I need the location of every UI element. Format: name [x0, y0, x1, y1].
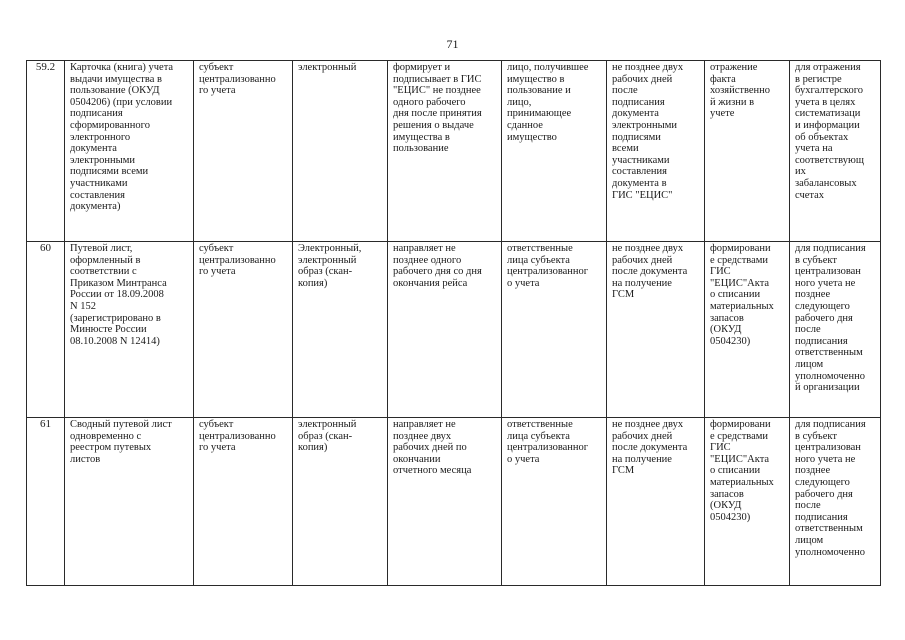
document-name-cell [65, 242, 194, 418]
cell-line: подписания [795, 335, 848, 347]
table-row [27, 242, 881, 418]
cell-lines [393, 419, 497, 477]
cell-line: в субъект [795, 254, 837, 266]
cell-lines [298, 62, 383, 74]
cell-line: не позднее двух [612, 419, 684, 430]
cell-line: 0504230) [710, 511, 751, 523]
cell-lines [199, 419, 288, 454]
who-prepares-cell [194, 61, 293, 242]
form-cell [293, 418, 388, 586]
cell-line: систематизаци [795, 108, 861, 120]
cell-line: 0504206) (при условии [70, 96, 173, 108]
cell-line: формировани [710, 243, 771, 254]
cell-line: ответственные [507, 243, 573, 254]
cell-line: рабочего дня [795, 312, 853, 324]
cell-lines [199, 243, 288, 278]
cell-line: окончания рейса [393, 277, 468, 289]
cell-line: на получение [612, 453, 672, 465]
cell-line: "ЕЦИС"Акта [710, 277, 770, 289]
cell-line: в регистре [795, 73, 842, 85]
cell-lines [393, 62, 497, 155]
cell-line: (ОКУД [710, 500, 742, 512]
cell-line: о списании [710, 289, 761, 301]
cell-line: позднее [795, 465, 831, 477]
cell-line: 0504230) [710, 335, 751, 347]
cell-line: запасов [710, 312, 744, 324]
cell-line: выдачи имущества в [70, 73, 162, 85]
cell-line: учета на [795, 143, 833, 155]
cell-line: для подписания [795, 419, 866, 430]
cell-line: централизован [795, 442, 861, 454]
cell-line: запасов [710, 488, 744, 500]
cell-lines [612, 419, 700, 477]
cell-line: ного учета не [795, 453, 856, 465]
cell-line: лицо, получившее [507, 62, 589, 73]
who-prepares-cell [194, 418, 293, 586]
form-cell [293, 242, 388, 418]
cell-line: соответствии с [70, 266, 137, 278]
cell-line: централизованног [507, 442, 589, 454]
cell-line: формирует и [393, 62, 451, 73]
result-cell [705, 418, 790, 586]
cell-line: централизован [795, 266, 861, 278]
cell-line: о учета [507, 277, 540, 289]
row-number: 61 [27, 418, 65, 586]
page-number: 71 [446, 37, 459, 51]
cell-line: их [795, 166, 806, 178]
purpose-cell [790, 242, 881, 418]
cell-line: Электронный, [298, 243, 362, 254]
cell-line: копия) [298, 277, 328, 289]
cell-line: забалансовых [795, 177, 857, 189]
cell-line: позднее двух [393, 430, 452, 442]
result-cell [705, 61, 790, 242]
cell-line: сданное [507, 119, 543, 131]
cell-line: рабочих дней [612, 254, 673, 266]
cell-line: материальных [710, 300, 774, 312]
cell-line: документа [70, 143, 117, 155]
table-row [27, 61, 881, 242]
cell-line: пользование и [507, 85, 571, 97]
cell-line: ГИС "ЕЦИС" [612, 189, 673, 201]
cell-lines [507, 419, 602, 465]
cell-line: позднее [795, 289, 831, 301]
cell-line: ного учета не [795, 277, 856, 289]
cell-line: направляет не [393, 419, 456, 430]
cell-line: й организации [795, 382, 860, 394]
cell-line: России от 18.09.2008 [70, 289, 164, 301]
cell-line: решения о выдаче [393, 119, 474, 131]
cell-line: следующего [795, 300, 850, 312]
deadline-cell [607, 61, 705, 242]
cell-line: учета в целях [795, 96, 856, 108]
deadline-cell [607, 242, 705, 418]
cell-line: рабочих дней [612, 430, 673, 442]
table-body [27, 61, 881, 586]
cell-line: отчетного месяца [393, 465, 472, 477]
cell-line: о списании [710, 465, 761, 477]
cell-line: направляет не [393, 243, 456, 254]
cell-lines [795, 243, 876, 394]
cell-line: электронный [298, 419, 357, 430]
cell-lines [298, 419, 383, 454]
cell-lines [393, 243, 497, 289]
table-row [27, 418, 881, 586]
cell-line: ГСМ [612, 289, 635, 301]
deadline-cell [607, 418, 705, 586]
cell-line: ГИС [710, 266, 731, 278]
cell-line: 08.10.2008 N 12414) [70, 335, 160, 347]
cell-line: Минюсте России [70, 324, 147, 336]
cell-line: субъект [199, 243, 234, 254]
cell-line: окончании [393, 453, 441, 465]
cell-line: е средствами [710, 430, 769, 442]
cell-lines [70, 62, 189, 213]
cell-line: имущества в [393, 131, 450, 143]
cell-line: централизованно [199, 73, 276, 85]
cell-lines [298, 243, 383, 289]
cell-line: уполномоченно [795, 546, 865, 558]
cell-line: электронными [612, 119, 677, 131]
cell-line: документа) [70, 201, 121, 213]
cell-line: централизованног [507, 266, 589, 278]
cell-line: после документа [612, 442, 688, 454]
cell-line: подписывает в ГИС [393, 73, 482, 85]
cell-line: образ (скан- [298, 266, 353, 278]
cell-line: реестром путевых [70, 442, 152, 454]
responsible-cell [502, 61, 607, 242]
cell-line: субъект [199, 419, 234, 430]
cell-line: централизованно [199, 254, 276, 266]
cell-line: позднее одного [393, 254, 462, 266]
cell-line: рабочих дней [612, 73, 673, 85]
cell-line: участниками [70, 177, 128, 189]
cell-line: имущество в [507, 73, 565, 85]
cell-line: подписями [612, 131, 661, 143]
cell-line: рабочего дня со дня [393, 266, 482, 278]
cell-line: подписания [70, 108, 123, 120]
cell-line: подписания [612, 96, 665, 108]
cell-line: после [795, 324, 821, 336]
cell-line: после документа [612, 266, 688, 278]
cell-line: рабочих дней по [393, 442, 467, 454]
cell-line: (ОКУД [710, 324, 742, 336]
document-name-cell [65, 418, 194, 586]
cell-lines [199, 62, 288, 97]
cell-lines [507, 62, 602, 143]
cell-line: образ (скан- [298, 430, 353, 442]
cell-lines [70, 419, 189, 465]
cell-line: N 152 [70, 300, 96, 312]
cell-line: электронный [298, 254, 357, 266]
cell-line: е средствами [710, 254, 769, 266]
cell-line: го учета [199, 266, 236, 278]
cell-line: уполномоченно [795, 370, 865, 382]
cell-line: хозяйственно [710, 85, 770, 97]
cell-line: ответственные [507, 419, 573, 430]
cell-line: подписания [795, 511, 848, 523]
cell-lines [710, 62, 785, 120]
cell-line: электронный [298, 62, 357, 73]
cell-line: после [612, 85, 638, 97]
cell-line: отражение [710, 62, 758, 73]
cell-line: учете [710, 108, 735, 120]
cell-lines [795, 62, 876, 201]
document-table [26, 60, 881, 586]
result-cell [705, 242, 790, 418]
responsible-cell [502, 242, 607, 418]
cell-lines [70, 243, 189, 347]
cell-line: подписями всеми [70, 166, 149, 178]
cell-lines [710, 419, 785, 523]
procedure-cell [388, 242, 502, 418]
cell-line: оформленный в [70, 254, 141, 266]
cell-line: Путевой лист, [70, 243, 133, 254]
cell-line: электронными [70, 154, 135, 166]
cell-line: ответственным [795, 347, 863, 359]
document-name-cell [65, 61, 194, 242]
cell-line: участниками [612, 154, 670, 166]
cell-lines [612, 243, 700, 301]
cell-line: и информации [795, 119, 860, 131]
procedure-cell [388, 418, 502, 586]
cell-line: субъект [199, 62, 234, 73]
cell-line: лицом [795, 358, 824, 370]
row-number: 60 [27, 242, 65, 418]
responsible-cell [502, 418, 607, 586]
cell-line: для отражения [795, 62, 861, 73]
cell-line: соответствующ [795, 154, 864, 166]
cell-line: дня после принятия [393, 108, 482, 120]
who-prepares-cell [194, 242, 293, 418]
cell-line: формировани [710, 419, 771, 430]
cell-line: электронного [70, 131, 131, 143]
cell-line: централизованно [199, 430, 276, 442]
cell-line: одновременно с [70, 430, 142, 442]
cell-line: Карточка (книга) учета [70, 62, 174, 73]
cell-line: го учета [199, 85, 236, 97]
cell-lines [612, 62, 700, 201]
cell-line: не позднее двух [612, 243, 684, 254]
cell-line: лица субъекта [507, 430, 570, 442]
cell-line: листов [70, 453, 101, 465]
cell-line: "ЕЦИС"Акта [710, 453, 770, 465]
cell-line: составления [612, 166, 667, 178]
cell-line: для подписания [795, 243, 866, 254]
cell-line: лицом [795, 534, 824, 546]
cell-lines [507, 243, 602, 289]
cell-line: сформированного [70, 119, 150, 131]
cell-line: й жизни в [710, 96, 755, 108]
cell-line: принимающее [507, 108, 572, 120]
cell-line: документа [612, 108, 659, 120]
cell-line: бухгалтерского [795, 85, 864, 97]
cell-line: после [795, 500, 821, 512]
cell-line: имущество [507, 131, 557, 143]
cell-line: го учета [199, 442, 236, 454]
cell-line: счетах [795, 189, 825, 201]
cell-line: "ЕЦИС" не позднее [393, 85, 481, 97]
procedure-cell [388, 61, 502, 242]
cell-line: ответственным [795, 523, 863, 535]
row-number: 59.2 [27, 61, 65, 242]
cell-line: составления [70, 189, 125, 201]
cell-line: всеми [612, 143, 639, 155]
purpose-cell [790, 61, 881, 242]
purpose-cell [790, 418, 881, 586]
cell-line: лица субъекта [507, 254, 570, 266]
form-cell [293, 61, 388, 242]
cell-line: (зарегистрировано в [70, 312, 161, 324]
cell-line: не позднее двух [612, 62, 684, 73]
cell-line: лицо, [507, 96, 532, 108]
cell-line: копия) [298, 442, 328, 454]
cell-line: рабочего дня [795, 488, 853, 500]
cell-line: Сводный путевой лист [70, 419, 172, 430]
cell-lines [710, 243, 785, 347]
cell-line: ГСМ [612, 465, 635, 477]
cell-line: материальных [710, 476, 774, 488]
cell-line: об объектах [795, 131, 849, 143]
cell-line: одного рабочего [393, 96, 466, 108]
cell-line: документа в [612, 177, 667, 189]
cell-line: пользование (ОКУД [70, 85, 160, 97]
cell-line: в субъект [795, 430, 837, 442]
cell-lines [795, 419, 876, 558]
cell-line: следующего [795, 476, 850, 488]
cell-line: Приказом Минтранса [70, 277, 167, 289]
cell-line: ГИС [710, 442, 731, 454]
cell-line: факта [710, 73, 736, 85]
cell-line: о учета [507, 453, 540, 465]
cell-line: пользование [393, 143, 449, 155]
cell-line: на получение [612, 277, 672, 289]
